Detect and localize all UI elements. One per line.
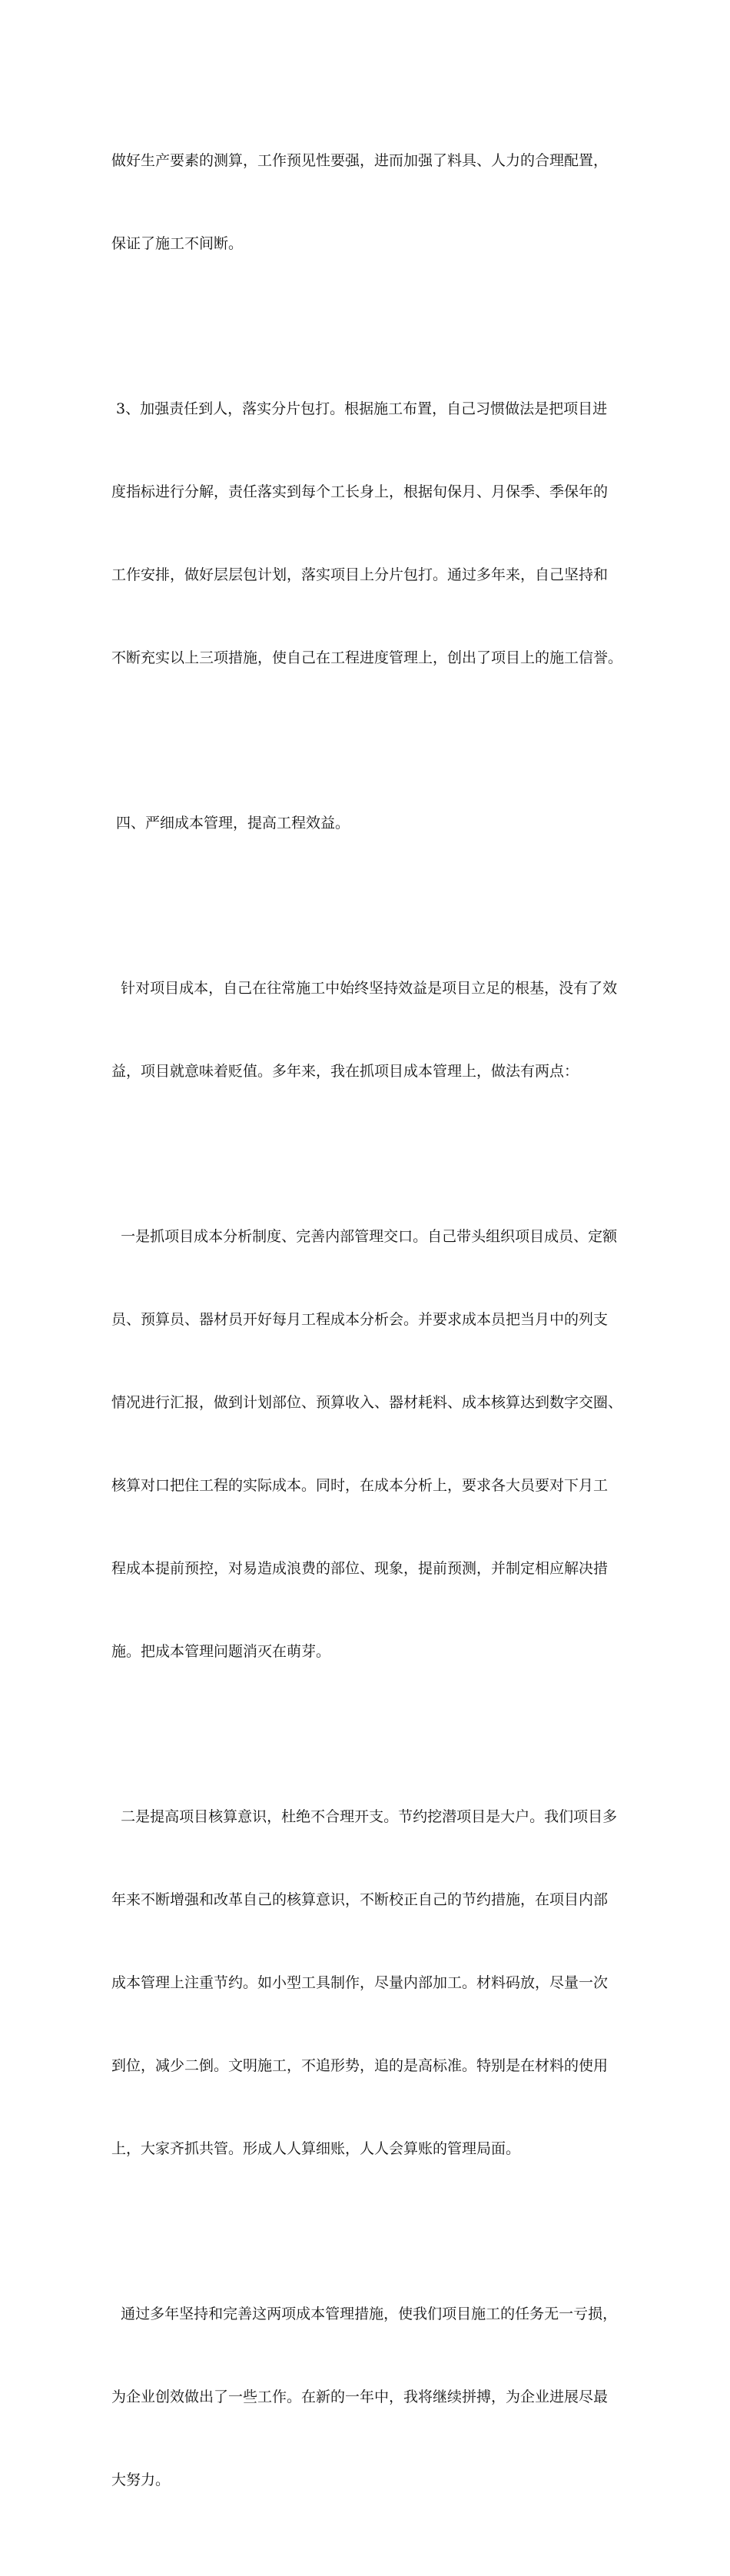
text-line: 针对项目成本，自己在往常施工中始终坚持效益是项目立足的根基，没有了效 — [111, 980, 618, 997]
text-line: 通过多年坚持和完善这两项成本管理措施，使我们项目施工的任务无一亏损， — [111, 2305, 618, 2322]
paragraph-5 — [111, 1748, 622, 2218]
text-line: 上，大家齐抓共管。形成人人算细账，人人会算账的管理局面。 — [111, 2140, 521, 2157]
text-line: 核算对口把住工程的实际成本。同时，在成本分析上，要求各大员要对下月工 — [111, 1477, 609, 1494]
text-line: 工作安排，做好层层包计划，落实项目上分片包打。通过多年来，自己坚持和 — [111, 566, 609, 583]
text-line: 为企业创效做出了一些工作。在新的一年中，我将继续拼搏，为企业进展尽最 — [111, 2388, 609, 2405]
text-line: 保证了施工不间断。 — [111, 235, 244, 252]
text-line: 益，项目就意味着贬值。多年来，我在抓项目成本管理上，做法有两点： — [111, 1063, 579, 1080]
document-body — [111, 91, 622, 2576]
text-line: 到位，减少二倒。文明施工，不追形势，追的是高标准。特别是在材料的使用 — [111, 2057, 609, 2074]
paragraph-6 — [111, 2245, 622, 2549]
text-line: 年来不断增强和改革自己的核算意识，不断校正自己的节约措施，在项目内部 — [111, 1891, 609, 1908]
text-line: 3、加强责任到人，落实分片包打。根据施工布置，自己习惯做法是把项目进 — [111, 400, 608, 417]
text-line: 二是提高项目核算意识，杜绝不合理开支。节约挖潜项目是大户。我们项目多 — [111, 1808, 618, 1825]
text-line: 做好生产要素的测算，工作预见性要强，进而加强了料具、人力的合理配置， — [111, 152, 609, 169]
text-line: 度指标进行分解，责任落实到每个工长身上，根据旬保月、月保季、季保年的 — [111, 483, 609, 500]
paragraph-1 — [111, 91, 622, 313]
text-line: 施。把成本管理问题消灭在萌芽。 — [111, 1643, 331, 1660]
text-line: 成本管理上注重节约。如小型工具制作，尽量内部加工。材料码放，尽量一次 — [111, 1974, 609, 1991]
text-line: 一是抓项目成本分析制度、完善内部管理交口。自己带头组织项目成员、定额 — [111, 1228, 618, 1245]
section-heading — [111, 754, 622, 892]
paragraph-3 — [111, 919, 622, 1140]
text-line: 情况进行汇报，做到计划部位、预算收入、器材耗料、成本核算达到数字交圈、 — [111, 1394, 623, 1411]
text-line: 程成本提前预控，对易造成浪费的部位、现象，提前预测，并制定相应解决措 — [111, 1560, 609, 1577]
paragraph-2 — [111, 340, 622, 727]
text-line: 员、预算员、器材员开好每月工程成本分析会。并要求成本员把当月中的列支 — [111, 1311, 609, 1328]
heading-line: 四、严细成本管理，提高工程效益。 — [111, 815, 350, 832]
text-line: 大努力。 — [111, 2471, 171, 2488]
text-line: 不断充实以上三项措施，使自己在工程进度管理上，创出了项目上的施工信誉。 — [111, 649, 623, 666]
paragraph-4 — [111, 1167, 622, 1721]
